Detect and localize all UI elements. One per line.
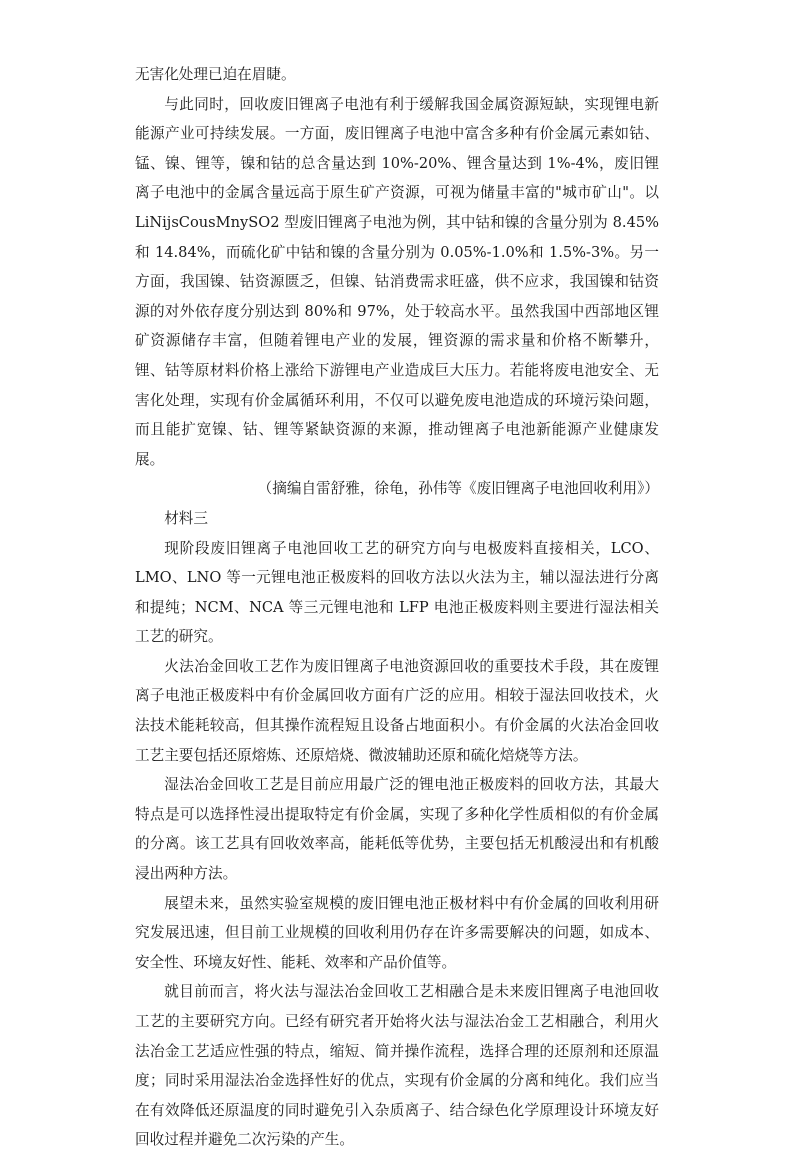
paragraph-research-direction: 现阶段废旧锂离子电池回收工艺的研究方向与电极废料直接相关，LCO、LMO、LNO 等一元锂电池正极废料的回收方法以火法为主，辅以湿法进行分离和提纯；NCM、NCA 等三元锂电池和 LFP 电池正极废料则主要进行湿法相关工艺的研究。 bbox=[135, 539, 659, 646]
paragraph-combined-process: 就目前而言，将火法与湿法冶金回收工艺相融合是未来废旧锂离子电池回收工艺的主要研究方向。已经有研究者开始将火法与湿法冶金工艺相融合，利用火法冶金工艺适应性强的特点，缩短、简并操作流程，选择合理的还原剂和还原温度；同时采用湿法冶金选择性好的优点，实现有价金属的分离和纯化。我们应当在有效降低还原温度的同时避免引入杂质离子、结合绿色化学原理设计环境友好回收过程并避免二次污染的产生。 bbox=[135, 983, 659, 1149]
document-body bbox=[135, 60, 659, 1155]
paragraph-hydrometallurgy: 湿法冶金回收工艺是目前应用最广泛的锂电池正极废料的回收方法，其最大特点是可以选择性浸出提取特定有价金属，实现了多种化学性质相似的有价金属的分离。该工艺具有回收效率高，能耗低等优势，主要包括无机酸浸出和有机酸浸出两种方法。 bbox=[135, 776, 659, 883]
source-citation: （摘编自雷舒雅，徐龟，孙伟等《废旧锂离子电池回收利用》） bbox=[257, 480, 659, 498]
paragraph-resource-recovery: 与此同时，回收废旧锂离子电池有利于缓解我国金属资源短缺，实现锂电新能源产业可持续发展。一方面，废旧锂离子电池中富含多种有价金属元素如钴、锰、镍、锂等，镍和钴的总含量达到 10%-20%、锂含量达到 1%-4%，废旧锂离子电池中的金属含量远高于原生矿产资源，可视为储量丰富的"城市矿山"。以 LiNijsCousMnySO2 型废旧锂离子电池为例，其中钴和镍的含量分别为 8.45%和 14.84%，而硫化矿中钴和镍的含量分别为 0.05%-1.0%和 1.5%-3%。另一方面，我国镍、钴资源匮乏，但镍、钴消费需求旺盛，供不应求，我国镍和钴资源的对外依存度分别达到 80%和 97%，处于较高水平。虽然我国中西部地区锂矿资源储存丰富，但随着锂电产业的发展，锂资源的需求量和价格不断攀升，锂、钴等原材料价格上涨给下游锂电产业造成巨大压力。若能将废电池安全、无害化处理，实现有价金属循环利用，不仅可以避免废电池造成的环境污染问题，而且能扩宽镍、钴、锂等紧缺资源的来源，推动锂离子电池新能源产业健康发展。 bbox=[135, 95, 659, 468]
paragraph-outlook: 展望未来，虽然实验室规模的废旧锂电池正极材料中有价金属的回收利用研究发展迅速，但目前工业规模的回收利用仍存在许多需要解决的问题，如成本、安全性、环境友好性、能耗、效率和产品价值等。 bbox=[135, 894, 659, 971]
paragraph-continuation: 无害化处理已迫在眉睫。 bbox=[135, 66, 296, 83]
section-heading-material-three: 材料三 bbox=[164, 509, 208, 527]
paragraph-pyrometallurgy: 火法冶金回收工艺作为废旧锂离子电池资源回收的重要技术手段，其在废锂离子电池正极废料中有价金属回收方面有广泛的应用。相较于湿法回收技术，火法技术能耗较高，但其操作流程短且设备占地面积小。有价金属的火法冶金回收工艺主要包括还原熔炼、还原焙烧、微波辅助还原和硫化焙烧等方法。 bbox=[135, 657, 659, 764]
